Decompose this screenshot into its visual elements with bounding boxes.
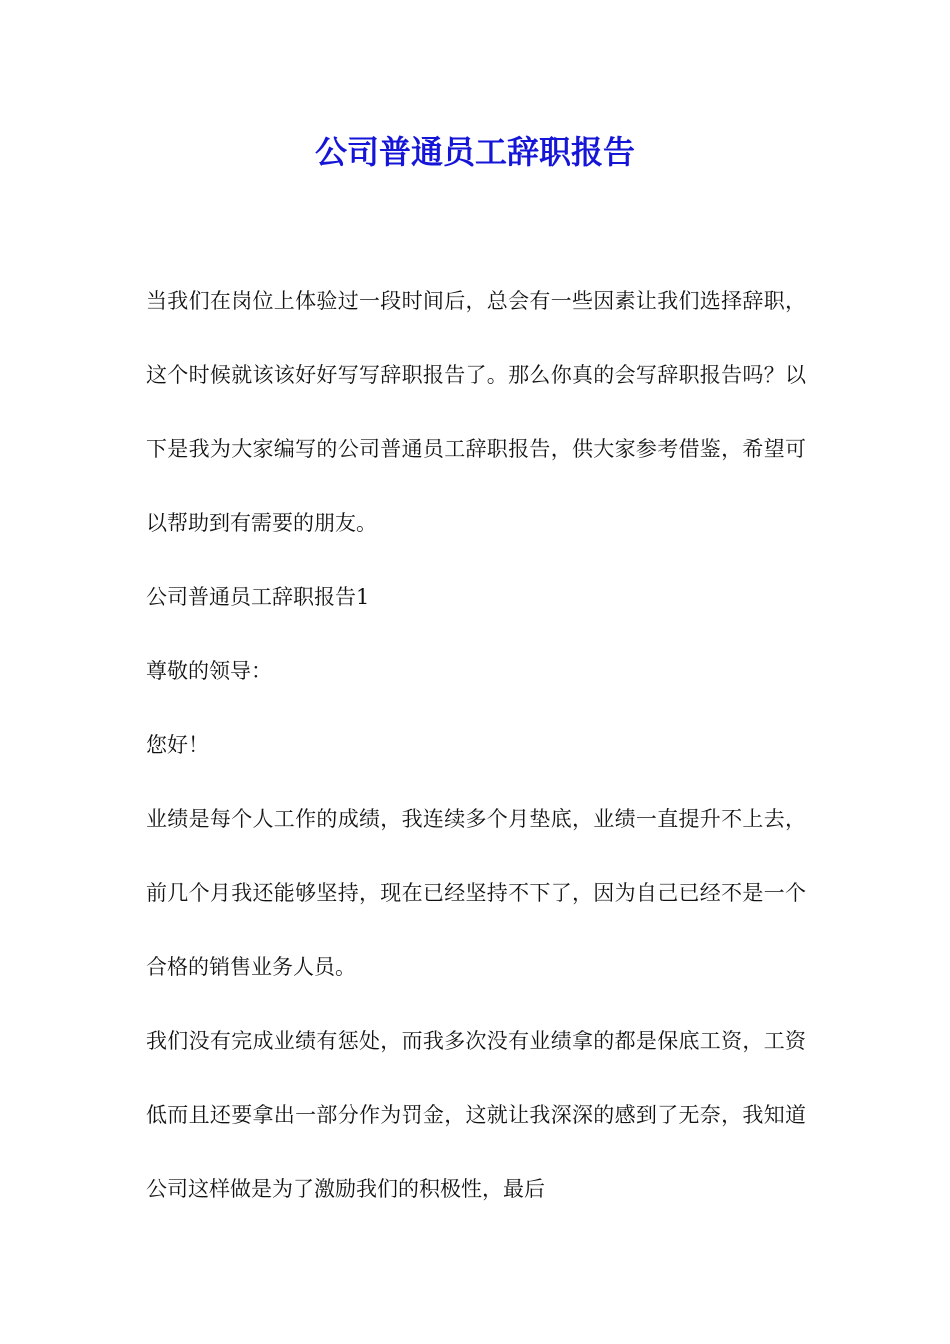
body-paragraph: 业绩是每个人工作的成绩，我连续多个月垫底，业绩一直提升不上去，前几个月我还能够坚持，现在已经坚持不下了，因为自己已经不是一个合格的销售业务人员。 — [146, 807, 806, 979]
document-body — [146, 264, 806, 1226]
greeting: 您好！ — [146, 733, 209, 757]
body-paragraph: 我们没有完成业绩有惩处，而我多次没有业绩拿的都是保底工资，工资低而且还要拿出一部分作为罚金，这就让我深深的感到了无奈，我知道公司这样做是为了激励我们的积极性，最后 — [146, 1029, 806, 1201]
intro-paragraph: 当我们在岗位上体验过一段时间后，总会有一些因素让我们选择辞职，这个时候就该该好好写写辞职报告了。那么你真的会写辞职报告吗？以下是我为大家编写的公司普通员工辞职报告，供大家参考借鉴，希望可以帮助到有需要的朋友。 — [146, 289, 806, 535]
document-title: 公司普通员工辞职报告 — [314, 133, 635, 171]
salutation: 尊敬的领导： — [146, 659, 272, 683]
section-heading: 公司普通员工辞职报告1 — [146, 585, 370, 609]
